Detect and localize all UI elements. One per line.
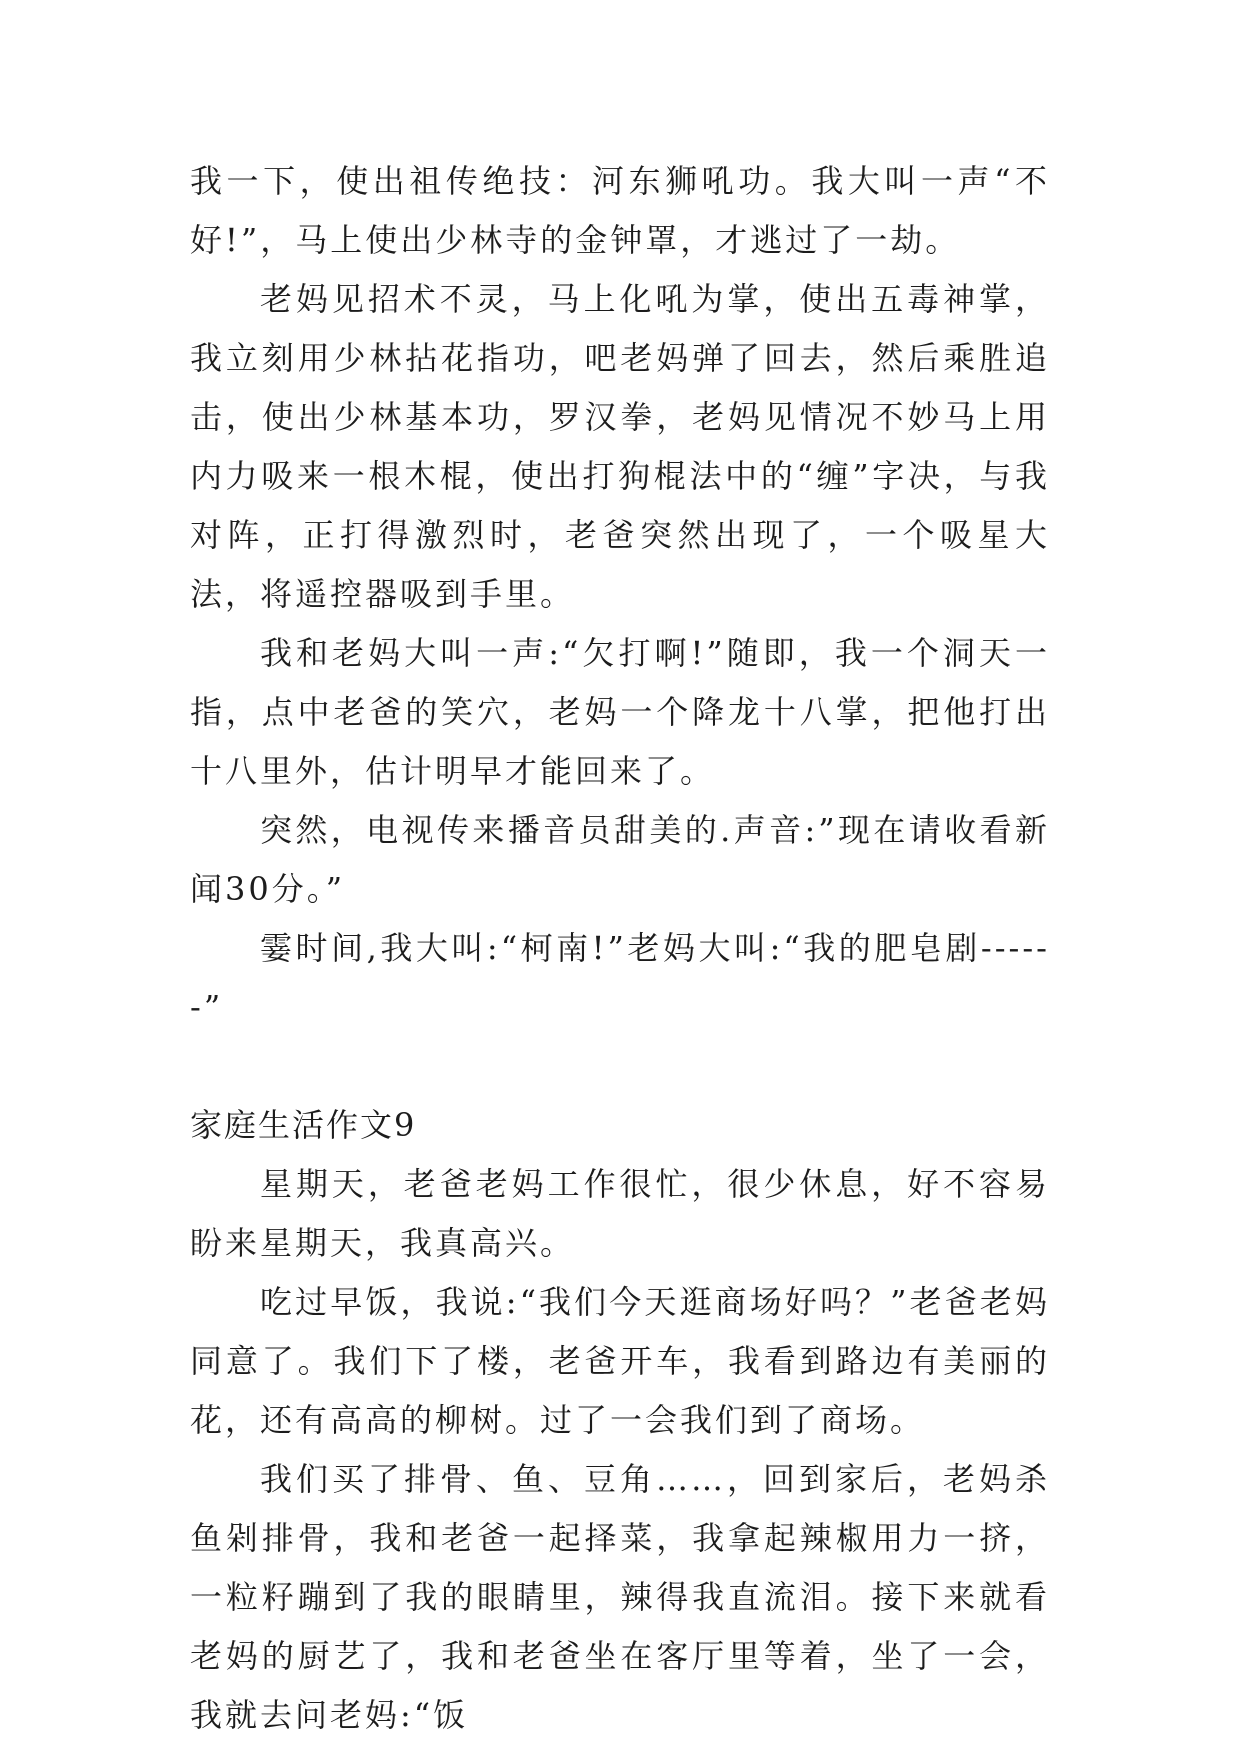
paragraph: 我和老妈大叫一声:“欠打啊!”随即，我一个洞天一指，点中老爸的笑穴，老妈一个降龙十八掌，把他打出十八里外，估计明早才能回来了。 [190, 634, 1050, 790]
paragraph: 老妈见招术不灵，马上化吼为掌，使出五毒神掌，我立刻用少林拈花指功，吧老妈弹了回去，然后乘胜追击，使出少林基本功，罗汉拳，老妈见情况不妙马上用内力吸来一根木棍，使出打狗棍法中的“缠”字决，与我对阵，正打得激烈时，老爸突然出现了，一个吸星大法，将遥控器吸到手里。 [190, 280, 1050, 613]
paragraph: 我一下，使出祖传绝技：河东狮吼功。我大叫一声“不好!”，马上使出少林寺的金钟罩，才逃过了一劫。 [190, 162, 1050, 259]
document-page [190, 152, 1050, 1745]
section-title: 家庭生活作文9 [190, 1106, 417, 1144]
paragraph: 我们买了排骨、鱼、豆角……，回到家后，老妈杀鱼剁排骨，我和老爸一起择菜，我拿起辣椒用力一挤，一粒籽蹦到了我的眼睛里，辣得我直流泪。接下来就看老妈的厨艺了，我和老爸坐在客厅里等着，坐了一会，我就去问老妈:“饭 [190, 1460, 1050, 1734]
paragraph: 星期天，老爸老妈工作很忙，很少休息，好不容易盼来星期天，我真高兴。 [190, 1165, 1050, 1262]
paragraph: 吃过早饭，我说:“我们今天逛商场好吗？”老爸老妈同意了。我们下了楼，老爸开车，我看到路边有美丽的花，还有高高的柳树。过了一会我们到了商场。 [190, 1283, 1050, 1439]
paragraph: 霎时间,我大叫:“柯南!”老妈大叫:“我的肥皂剧------” [190, 929, 1050, 1026]
section-spacer [190, 1037, 1050, 1096]
paragraph: 突然，电视传来播音员甜美的.声音:”现在请收看新闻30分。” [190, 811, 1050, 908]
